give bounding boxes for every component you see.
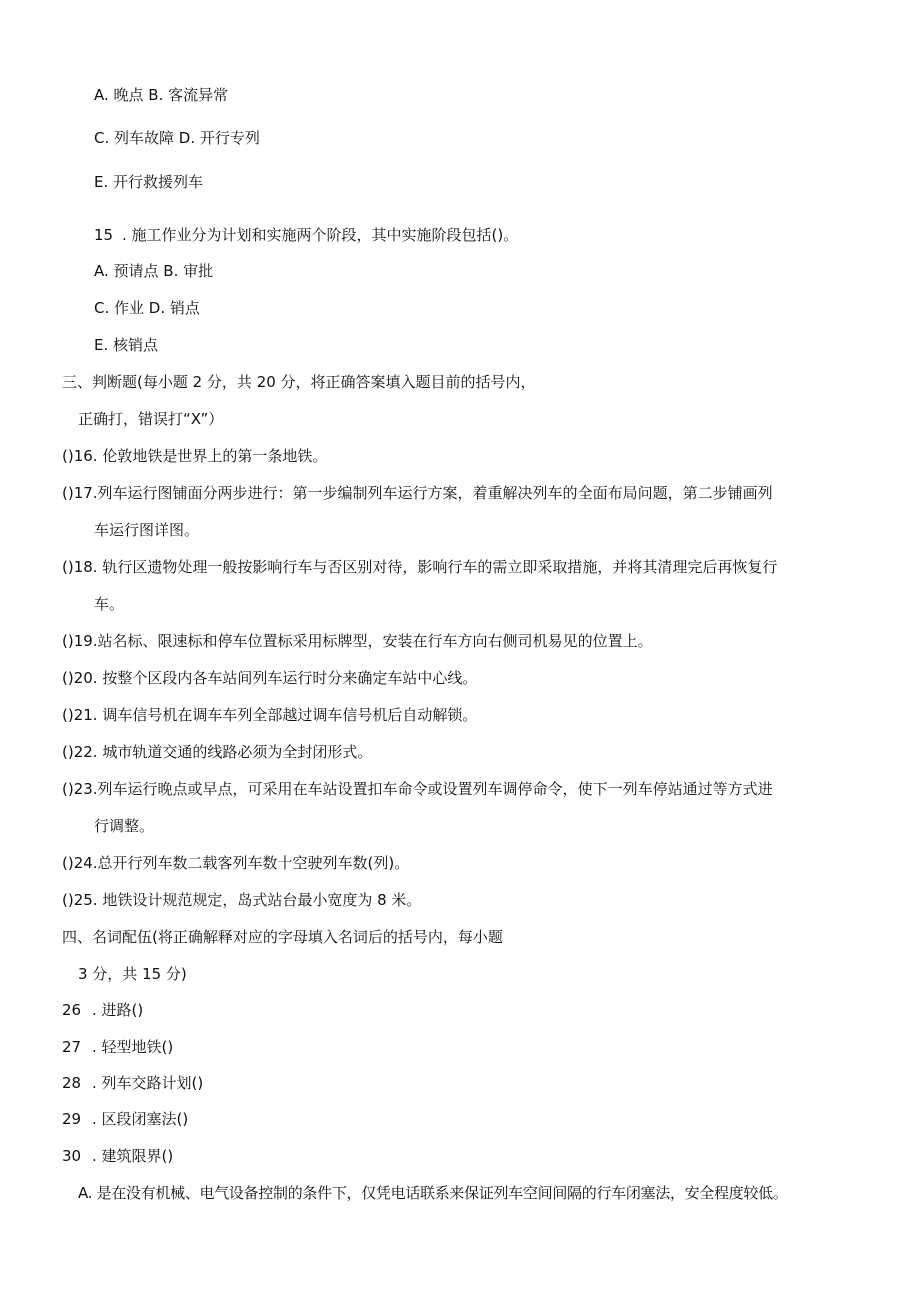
judge-question-cont: 车。 [94, 595, 125, 613]
section-heading: 四、名词配伍(将正确解释对应的字母填入名词后的括号内，每小题 [62, 928, 503, 946]
judge-question: ()17.列车运行图铺面分两步进行：第一步编制列车运行方案，着重解决列车的全面布局问题，第二步铺画列 [62, 484, 773, 502]
term-number: 27 [62, 1038, 82, 1056]
section-heading: 三、判断题(每小题 2 分，共 20 分，将正确答案填入题目前的括号内， [62, 373, 536, 391]
judge-question-cont: 车运行图详图。 [94, 521, 200, 539]
option-line: E. 核销点 [94, 336, 159, 354]
judge-question: ()25. 地铁设计规范规定，岛式站台最小宽度为 8 米。 [62, 891, 422, 909]
option-line: A. 预请点 B. 审批 [94, 262, 214, 280]
term-number: 29 [62, 1110, 82, 1128]
judge-question: ()18. 轨行区遗物处理一般按影响行车与否区别对待，影响行车的需立即采取措施，并将其清理完后再恢复行 [62, 558, 778, 576]
term-number: 26 [62, 1001, 82, 1019]
section-heading-cont: 3 分，共 15 分) [78, 965, 187, 983]
term-number: 30 [62, 1147, 82, 1165]
judge-question: ()22. 城市轨道交通的线路必须为全封闭形式。 [62, 743, 373, 761]
judge-question-cont: 行调整。 [94, 817, 155, 835]
term-text: . 列车交路计划() [92, 1074, 204, 1092]
section-heading-cont: 正确打，错误打“X”） [78, 410, 224, 428]
question-stem: . 施工作业分为计划和实施两个阶段，其中实施阶段包括()。 [122, 226, 519, 244]
judge-question: ()16. 伦敦地铁是世界上的第一条地铁。 [62, 447, 328, 465]
term-text: . 轻型地铁() [92, 1038, 174, 1056]
judge-question: ()21. 调车信号机在调车车列全部越过调车信号机后自动解锁。 [62, 706, 478, 724]
option-line: C. 作业 D. 销点 [94, 299, 200, 317]
option-line: A. 晚点 B. 客流异常 [94, 86, 229, 104]
term-text: . 进路() [92, 1001, 144, 1019]
judge-question: ()23.列车运行晚点或早点，可采用在车站设置扣车命令或设置列车调停命令，使下一列车停站通过等方式进 [62, 780, 773, 798]
judge-question: ()20. 按整个区段内各车站间列车运行时分来确定车站中心线。 [62, 669, 478, 687]
term-text: . 区段闭塞法() [92, 1110, 189, 1128]
judge-question: ()24.总开行列车数二载客列车数十空驶列车数(列)。 [62, 854, 410, 872]
judge-question: ()19.站名标、限速标和停车位置标采用标牌型，安装在行车方向右侧司机易见的位置上。 [62, 632, 653, 650]
term-text: . 建筑限界() [92, 1147, 174, 1165]
option-line: C. 列车故障 D. 开行专列 [94, 129, 260, 147]
option-line: E. 开行救援列车 [94, 173, 204, 191]
definition-a: A. 是在没有机械、电气设备控制的条件下，仅凭电话联系来保证列车空间间隔的行车闭塞法，安全程度较低。 [78, 1184, 788, 1202]
question-number: 15 [94, 226, 114, 244]
term-number: 28 [62, 1074, 82, 1092]
